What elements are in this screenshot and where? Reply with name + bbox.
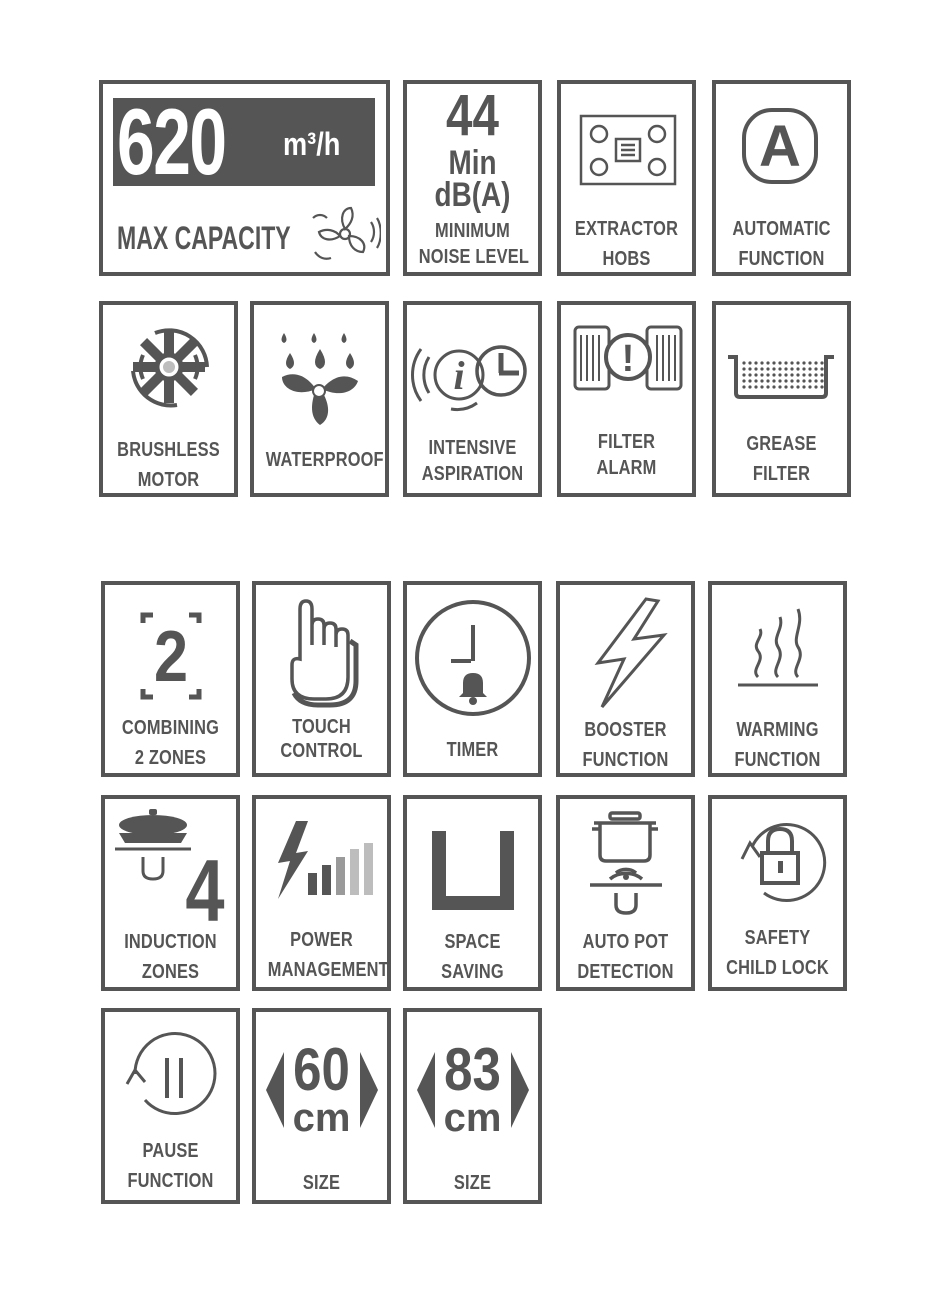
automatic-function-tile (712, 80, 851, 276)
safety-child-lock-tile (708, 795, 847, 991)
brushless-motor-label: BRUSHLESS MOTOR (117, 439, 220, 491)
space-saving-tile (403, 795, 542, 991)
max-capacity-tile (99, 80, 390, 276)
power-management-label: POWER MANAGEMENT (267, 929, 389, 981)
noise-label: MINIMUM NOISE LEVEL (418, 220, 530, 268)
safety-child-lock-label: SAFETY CHILD LOCK (726, 927, 829, 979)
timer-tile (403, 581, 542, 777)
size-60-label: SIZE (302, 1172, 341, 1194)
power-bars-icon (256, 799, 387, 909)
touch-control-tile (252, 581, 391, 777)
induction-zones-label: INDUCTION ZONES (124, 931, 217, 983)
touch-control-label: TOUCH CONTROL (280, 716, 363, 762)
extractor-hobs-label: EXTRACTOR HOBS (574, 218, 679, 270)
size-60-unit: cm (292, 1096, 351, 1140)
space-saving-icon (407, 799, 538, 919)
intensive-aspiration-icon (407, 305, 538, 425)
warming-function-label: WARMING FUNCTION (734, 719, 821, 771)
waterproof-tile (250, 301, 389, 497)
heat-waves-icon (712, 585, 843, 705)
waterproof-icon (254, 305, 385, 430)
automatic-a-icon: A (742, 108, 818, 184)
booster-function-label: BOOSTER FUNCTION (582, 719, 669, 771)
warming-function-tile (708, 581, 847, 777)
size-83-tile (403, 1008, 542, 1204)
lightning-bolt-icon (560, 585, 691, 710)
noise-level-tile (403, 80, 542, 276)
grease-filter-label: GREASE FILTER (746, 433, 817, 485)
filter-alarm-label: FILTER ALARM (596, 431, 657, 479)
noise-min: Min (448, 144, 497, 182)
timer-clock-icon (407, 585, 538, 720)
size-60-value: 60 (293, 1036, 350, 1103)
extractor-hobs-tile (557, 80, 696, 276)
booster-function-tile (556, 581, 695, 777)
grease-filter-tile (712, 301, 851, 497)
waterproof-label: WATERPROOF (265, 449, 384, 471)
combining-zones-label: COMBINING 2 ZONES (121, 717, 220, 769)
intensive-aspiration-tile (403, 301, 542, 497)
pause-icon (105, 1012, 236, 1137)
size-83-unit: cm (443, 1096, 502, 1140)
grease-filter-icon (716, 305, 847, 415)
combining-zones-tile (101, 581, 240, 777)
capacity-unit: m³/h (283, 126, 341, 162)
combining-zones-icon (105, 585, 236, 705)
timer-label: TIMER (446, 739, 499, 761)
capacity-value: 620 (117, 89, 226, 194)
brushless-motor-icon (103, 305, 234, 425)
auto-pot-icon (560, 799, 691, 924)
filter-alarm-tile (557, 301, 696, 497)
hob-icon (561, 84, 692, 204)
filter-alarm-icon (561, 305, 692, 415)
child-lock-icon (712, 799, 843, 914)
fan-airflow-icon (309, 202, 381, 266)
induction-zones-tile (101, 795, 240, 991)
size-83-value: 83 (444, 1036, 501, 1103)
pause-function-tile (101, 1008, 240, 1204)
svg-text:4: 4 (185, 841, 225, 940)
size-60-tile (252, 1008, 391, 1204)
space-saving-label: SPACE SAVING (441, 931, 504, 983)
hand-touch-icon (256, 585, 387, 710)
power-management-tile (252, 795, 391, 991)
pause-function-label: PAUSE FUNCTION (127, 1140, 214, 1192)
noise-value: 44 (446, 83, 499, 148)
automatic-function-label: AUTOMATIC FUNCTION (732, 218, 831, 270)
induction-pan-icon (105, 799, 236, 940)
capacity-value-box (113, 89, 375, 194)
intensive-aspiration-label: INTENSIVE ASPIRATION (421, 437, 524, 485)
svg-text:i: i (453, 353, 465, 398)
size-83-label: SIZE (453, 1172, 492, 1194)
brushless-motor-tile (99, 301, 238, 497)
max-capacity-label: MAX CAPACITY (117, 220, 291, 256)
svg-text:!: ! (621, 338, 635, 380)
auto-pot-detection-tile (556, 795, 695, 991)
auto-pot-detection-label: AUTO POT DETECTION (577, 931, 674, 983)
noise-unit: dB(A) (434, 176, 511, 214)
svg-text:2: 2 (153, 617, 189, 698)
